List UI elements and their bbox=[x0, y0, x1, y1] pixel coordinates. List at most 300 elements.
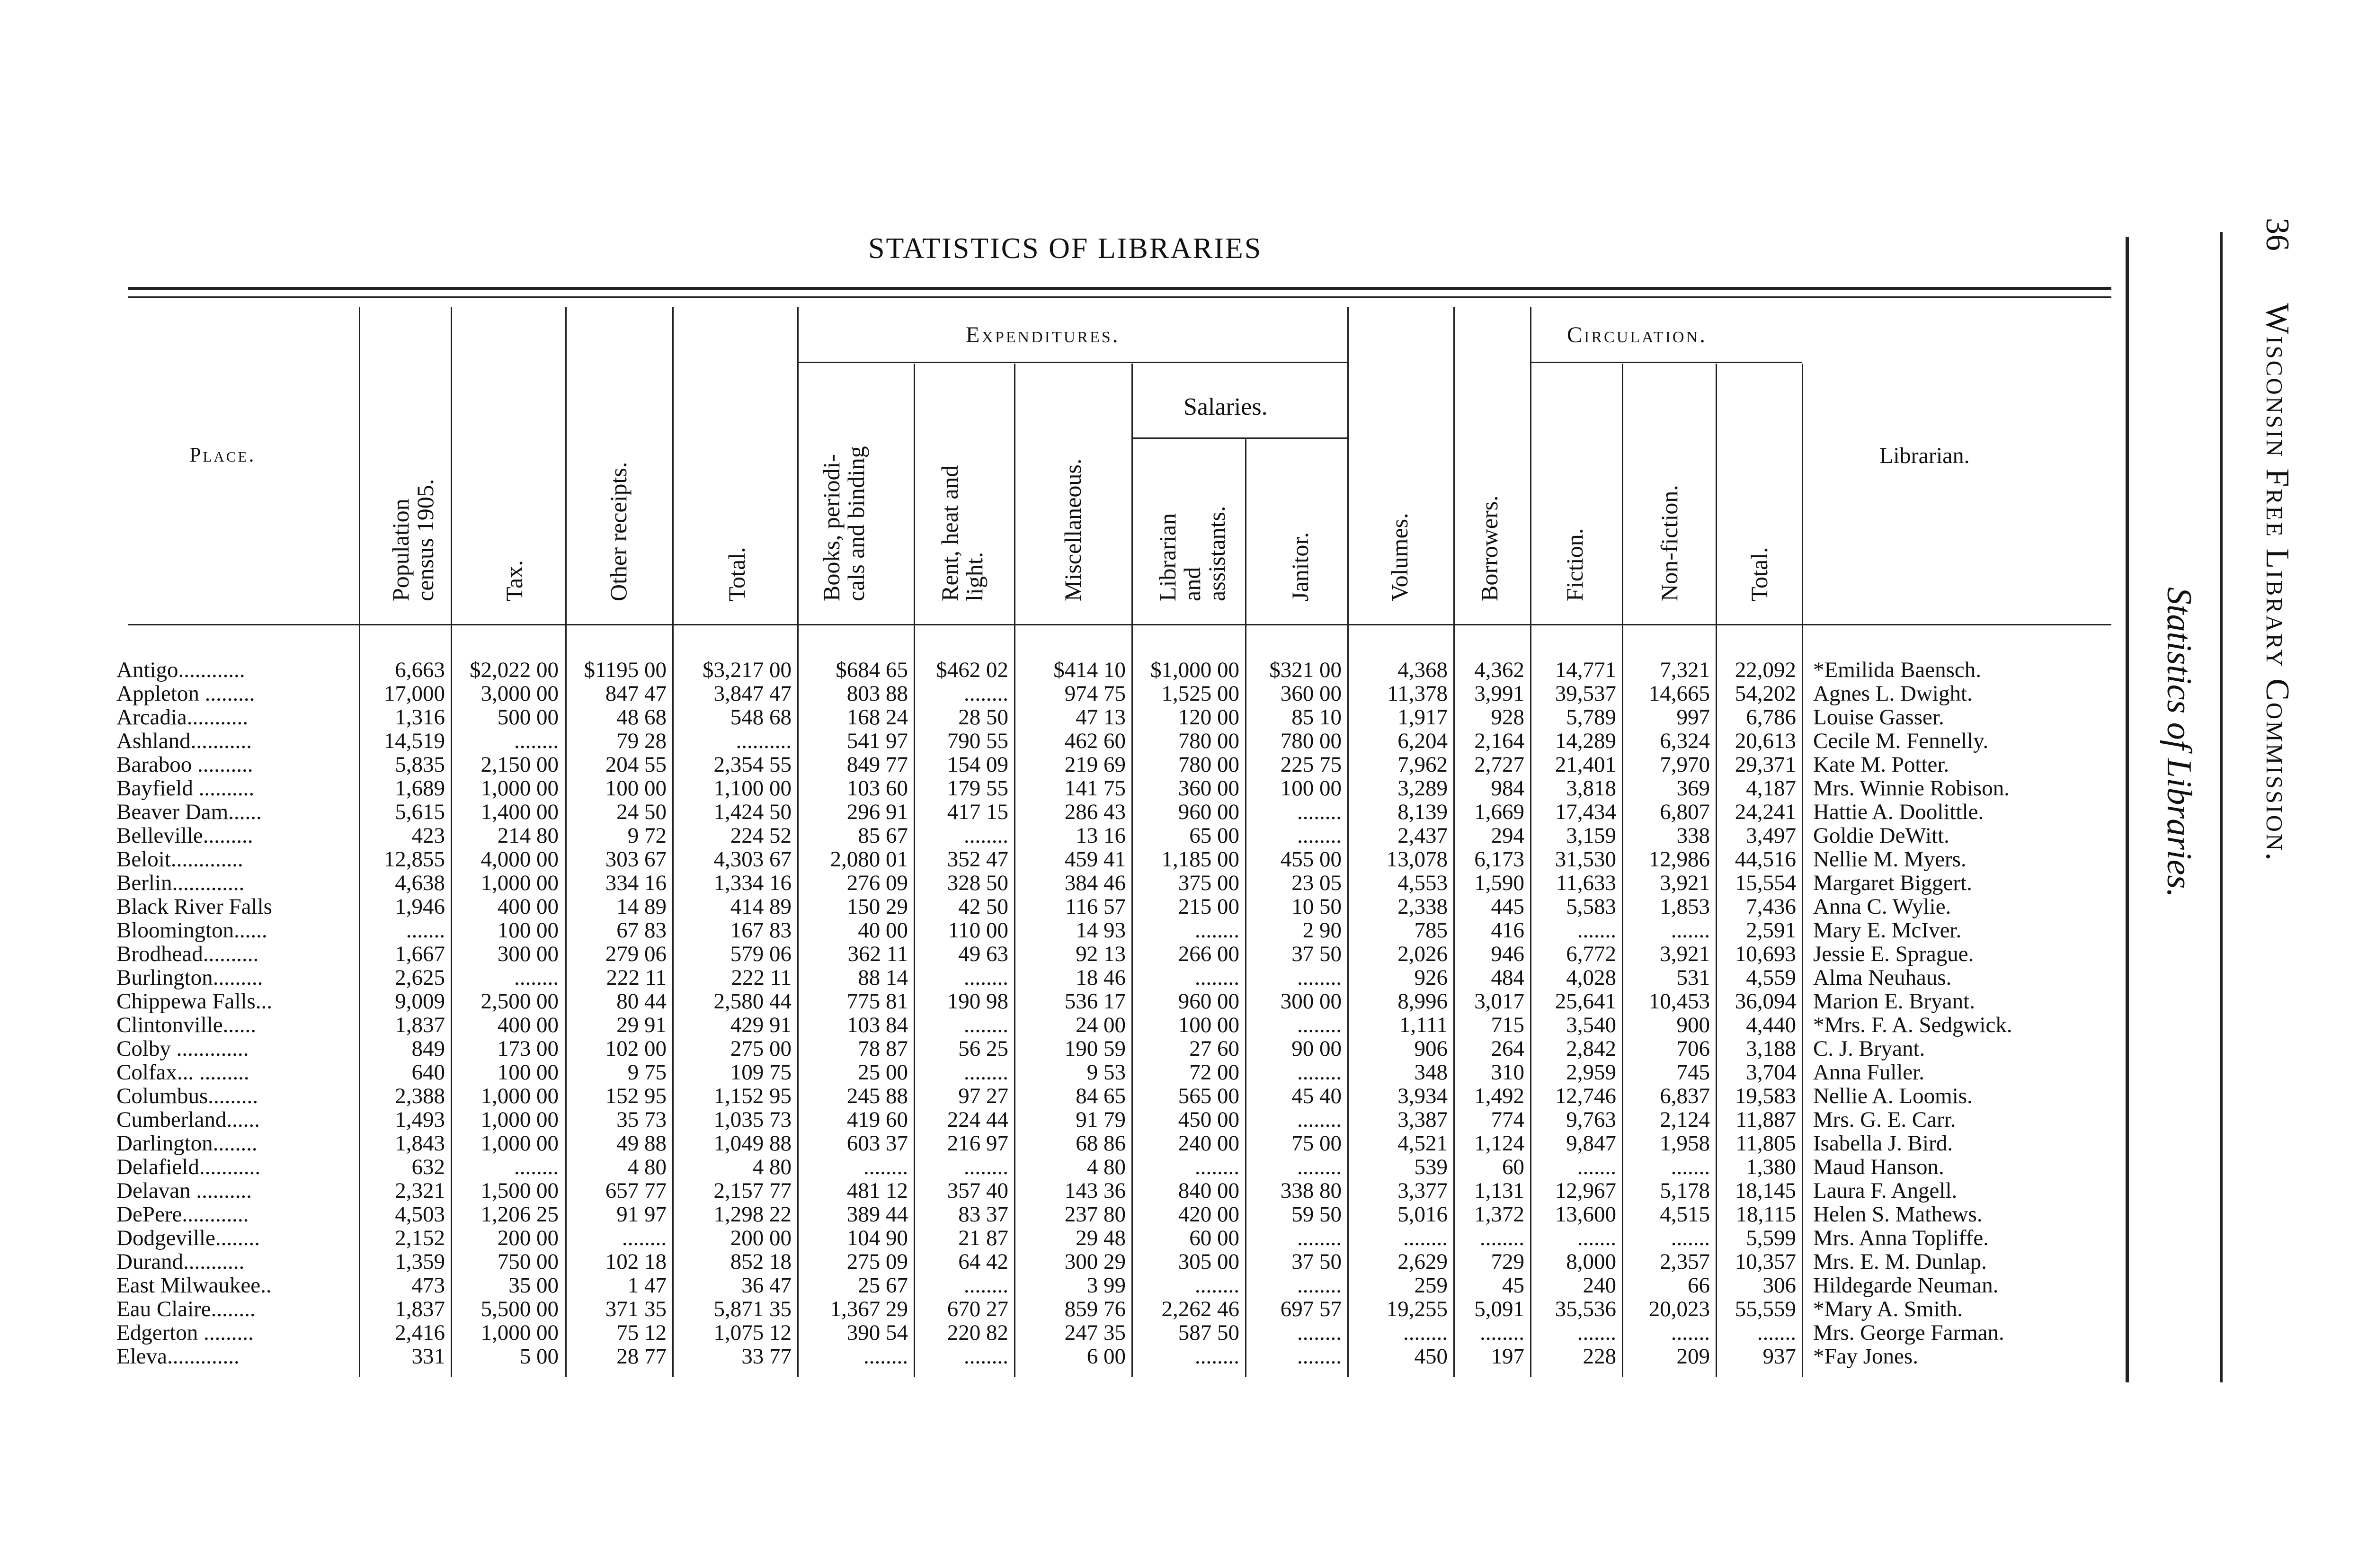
sidebar-rule bbox=[2126, 237, 2129, 1382]
circ-total-cell: 36,094 bbox=[1735, 989, 1796, 1014]
janitor-cell: ........ bbox=[1297, 1273, 1342, 1298]
circ-total-cell: 1,380 bbox=[1746, 1155, 1796, 1179]
books-cell: 276 09 bbox=[846, 871, 908, 895]
volumes-cell: 348 bbox=[1414, 1060, 1448, 1085]
salaries-rule bbox=[1131, 437, 1347, 439]
header-other-receipts: Other receipts. bbox=[605, 462, 632, 601]
header-tax: Tax. bbox=[501, 560, 527, 601]
misc-cell: 4 80 bbox=[1086, 1155, 1126, 1179]
table-body bbox=[0, 658, 2121, 1368]
misc-cell: 9 53 bbox=[1086, 1060, 1126, 1085]
circ-total-cell: 20,613 bbox=[1735, 729, 1796, 753]
population-cell: 1,689 bbox=[395, 776, 445, 801]
borrowers-cell: 6,173 bbox=[1474, 847, 1524, 872]
other-receipts-cell: 222 11 bbox=[606, 965, 667, 990]
place-cell: Colby ............. bbox=[116, 1036, 249, 1061]
borrowers-cell: 197 bbox=[1491, 1344, 1524, 1369]
misc-cell: 219 69 bbox=[1064, 752, 1126, 777]
volumes-cell: 2,026 bbox=[1397, 942, 1448, 966]
librarian-cell: Isabella J. Bird. bbox=[1813, 1131, 1953, 1156]
misc-cell: 459 41 bbox=[1064, 847, 1126, 872]
misc-cell: 141 75 bbox=[1064, 776, 1126, 801]
rent-cell: 97 27 bbox=[958, 1084, 1008, 1108]
librarian-salary-cell: ........ bbox=[1195, 1273, 1239, 1298]
borrowers-cell: 445 bbox=[1491, 894, 1524, 919]
total-cell: .......... bbox=[736, 729, 792, 753]
circ-total-cell: 11,805 bbox=[1735, 1131, 1796, 1156]
rent-cell: ........ bbox=[964, 1344, 1008, 1369]
other-receipts-cell: 28 77 bbox=[616, 1344, 667, 1369]
janitor-cell: 59 50 bbox=[1291, 1202, 1342, 1227]
nonfiction-cell: 4,515 bbox=[1660, 1202, 1710, 1227]
header-librarian: Librarian. bbox=[1879, 443, 1970, 468]
librarian-salary-cell: 375 00 bbox=[1178, 871, 1239, 895]
rent-cell: ........ bbox=[964, 823, 1008, 848]
borrowers-cell: 416 bbox=[1491, 918, 1524, 943]
tax-cell: ........ bbox=[514, 729, 559, 753]
rent-cell: 179 55 bbox=[947, 776, 1008, 801]
borrowers-cell: 310 bbox=[1491, 1060, 1524, 1085]
total-cell: 429 91 bbox=[730, 1013, 792, 1037]
librarian-salary-cell: 780 00 bbox=[1178, 752, 1239, 777]
table-row bbox=[0, 942, 2121, 966]
running-head bbox=[2258, 218, 2296, 863]
janitor-cell: ........ bbox=[1297, 1320, 1342, 1345]
rent-cell: 110 00 bbox=[948, 918, 1008, 943]
rent-cell: 216 97 bbox=[947, 1131, 1008, 1156]
place-cell: Berlin............. bbox=[116, 871, 245, 895]
volumes-cell: 450 bbox=[1414, 1344, 1448, 1369]
circ-total-cell: 10,357 bbox=[1735, 1249, 1796, 1274]
total-cell: 3,847 47 bbox=[713, 681, 792, 706]
total-cell: 4,303 67 bbox=[713, 847, 792, 872]
table-row bbox=[0, 753, 2121, 776]
population-cell: 1,837 bbox=[395, 1013, 445, 1037]
misc-cell: 13 16 bbox=[1076, 823, 1126, 848]
misc-cell: 859 76 bbox=[1064, 1297, 1126, 1321]
circ-total-cell: 29,371 bbox=[1735, 752, 1796, 777]
janitor-cell: 338 80 bbox=[1280, 1178, 1342, 1203]
books-cell: 85 67 bbox=[858, 823, 908, 848]
tax-cell: 500 00 bbox=[497, 705, 559, 730]
fiction-cell: ....... bbox=[1577, 1320, 1616, 1345]
nonfiction-cell: 531 bbox=[1676, 965, 1710, 990]
place-cell: Clintonville...... bbox=[116, 1013, 257, 1037]
librarian-salary-cell: $1,000 00 bbox=[1150, 658, 1239, 682]
total-cell: $3,217 00 bbox=[703, 658, 792, 682]
volumes-cell: 926 bbox=[1414, 965, 1448, 990]
side-section-title: Statistics of Libraries. bbox=[2160, 587, 2198, 898]
total-cell: 2,580 44 bbox=[713, 989, 792, 1014]
librarian-salary-cell: 266 00 bbox=[1178, 942, 1239, 966]
borrowers-cell: 294 bbox=[1491, 823, 1524, 848]
rent-cell: 21 87 bbox=[958, 1226, 1008, 1250]
janitor-cell: 23 05 bbox=[1291, 871, 1342, 895]
fiction-cell: ....... bbox=[1577, 1226, 1616, 1250]
total-cell: 1,075 12 bbox=[713, 1320, 792, 1345]
fiction-cell: 39,537 bbox=[1555, 681, 1616, 706]
nonfiction-cell: ....... bbox=[1671, 1155, 1710, 1179]
population-cell: 632 bbox=[411, 1155, 445, 1179]
librarian-cell: Goldie DeWitt. bbox=[1813, 823, 1949, 848]
books-cell: 775 81 bbox=[846, 989, 908, 1014]
header-bottom-rule bbox=[128, 624, 2111, 625]
rent-cell: $462 02 bbox=[936, 658, 1008, 682]
total-cell: 579 06 bbox=[730, 942, 792, 966]
books-cell: 481 12 bbox=[846, 1178, 908, 1203]
janitor-cell: 2 90 bbox=[1302, 918, 1342, 943]
population-cell: 14,519 bbox=[383, 729, 445, 753]
librarian-cell: Anna Fuller. bbox=[1813, 1060, 1924, 1085]
population-cell: 2,416 bbox=[395, 1320, 445, 1345]
tax-cell: 173 00 bbox=[497, 1036, 559, 1061]
librarian-salary-cell: ........ bbox=[1195, 965, 1239, 990]
janitor-cell: 45 40 bbox=[1291, 1084, 1342, 1108]
population-cell: 2,388 bbox=[395, 1084, 445, 1108]
table-row bbox=[0, 1179, 2121, 1203]
misc-cell: 190 59 bbox=[1064, 1036, 1126, 1061]
population-cell: 473 bbox=[411, 1273, 445, 1298]
fiction-cell: 13,600 bbox=[1555, 1202, 1616, 1227]
table-row bbox=[0, 800, 2121, 824]
circ-total-cell: 44,516 bbox=[1735, 847, 1796, 872]
place-cell: Eau Claire........ bbox=[116, 1297, 256, 1321]
borrowers-cell: 484 bbox=[1491, 965, 1524, 990]
other-receipts-cell: 91 97 bbox=[616, 1202, 667, 1227]
population-cell: ....... bbox=[406, 918, 445, 943]
rent-cell: 670 27 bbox=[947, 1297, 1008, 1321]
books-cell: 40 00 bbox=[858, 918, 908, 943]
books-cell: 390 54 bbox=[846, 1320, 908, 1345]
header-salaries: Salaries. bbox=[1184, 393, 1268, 420]
nonfiction-cell: 1,958 bbox=[1660, 1131, 1710, 1156]
tax-cell: ........ bbox=[514, 965, 559, 990]
other-receipts-cell: 1 47 bbox=[627, 1273, 667, 1298]
place-cell: Baraboo .......... bbox=[116, 752, 253, 777]
top-rule-thin bbox=[128, 296, 2111, 298]
volumes-cell: 8,996 bbox=[1397, 989, 1448, 1014]
nonfiction-cell: 209 bbox=[1676, 1344, 1710, 1369]
population-cell: 4,503 bbox=[395, 1202, 445, 1227]
tax-cell: 1,206 25 bbox=[481, 1202, 559, 1227]
librarian-salary-cell: ........ bbox=[1195, 1344, 1239, 1369]
volumes-cell: 539 bbox=[1414, 1155, 1448, 1179]
total-cell: 36 47 bbox=[741, 1273, 792, 1298]
fiction-cell: 9,847 bbox=[1566, 1131, 1616, 1156]
population-cell: 9,009 bbox=[395, 989, 445, 1014]
population-cell: 6,663 bbox=[395, 658, 445, 682]
volumes-cell: 906 bbox=[1414, 1036, 1448, 1061]
other-receipts-cell: 4 80 bbox=[627, 1155, 667, 1179]
table-row bbox=[0, 776, 2121, 800]
total-cell: 1,152 95 bbox=[713, 1084, 792, 1108]
rent-cell: ........ bbox=[964, 1273, 1008, 1298]
janitor-cell: 90 00 bbox=[1291, 1036, 1342, 1061]
table-row bbox=[0, 705, 2121, 729]
books-cell: 245 88 bbox=[846, 1084, 908, 1108]
nonfiction-cell: 6,807 bbox=[1660, 800, 1710, 824]
borrowers-cell: 984 bbox=[1491, 776, 1524, 801]
table-row bbox=[0, 1013, 2121, 1037]
place-cell: Brodhead.......... bbox=[116, 942, 259, 966]
tax-cell: 1,000 00 bbox=[481, 1084, 559, 1108]
books-cell: ........ bbox=[863, 1155, 908, 1179]
books-cell: 1,367 29 bbox=[830, 1297, 908, 1321]
table-row bbox=[0, 989, 2121, 1013]
population-cell: 2,152 bbox=[395, 1226, 445, 1250]
side-header: Wisconsin Free Library Commission. bbox=[2259, 303, 2296, 863]
nonfiction-cell: 7,970 bbox=[1660, 752, 1710, 777]
place-cell: Appleton ......... bbox=[116, 681, 255, 706]
other-receipts-cell: 80 44 bbox=[616, 989, 667, 1014]
place-cell: Burlington......... bbox=[116, 965, 263, 990]
nonfiction-cell: 12,986 bbox=[1648, 847, 1710, 872]
table-row bbox=[0, 1250, 2121, 1274]
other-receipts-cell: 29 91 bbox=[616, 1013, 667, 1037]
other-receipts-cell: $1195 00 bbox=[584, 658, 667, 682]
books-cell: 168 24 bbox=[846, 705, 908, 730]
circ-total-cell: 4,440 bbox=[1746, 1013, 1796, 1037]
librarian-salary-cell: 960 00 bbox=[1178, 989, 1239, 1014]
volumes-cell: 1,917 bbox=[1397, 705, 1448, 730]
librarian-salary-cell: 960 00 bbox=[1178, 800, 1239, 824]
librarian-cell: Alma Neuhaus. bbox=[1813, 965, 1952, 990]
misc-cell: 29 48 bbox=[1076, 1226, 1126, 1250]
borrowers-cell: 2,164 bbox=[1474, 729, 1524, 753]
rent-cell: ........ bbox=[964, 1060, 1008, 1085]
circ-total-cell: 22,092 bbox=[1735, 658, 1796, 682]
tax-cell: ........ bbox=[514, 1155, 559, 1179]
total-cell: 1,049 88 bbox=[713, 1131, 792, 1156]
total-cell: 200 00 bbox=[730, 1226, 792, 1250]
other-receipts-cell: 79 28 bbox=[616, 729, 667, 753]
total-cell: 2,157 77 bbox=[713, 1178, 792, 1203]
janitor-cell: 225 75 bbox=[1280, 752, 1342, 777]
population-cell: 1,843 bbox=[395, 1131, 445, 1156]
books-cell: ........ bbox=[863, 1344, 908, 1369]
borrowers-cell: 1,124 bbox=[1474, 1131, 1524, 1156]
janitor-cell: $321 00 bbox=[1269, 658, 1342, 682]
tax-cell: 214 80 bbox=[497, 823, 559, 848]
janitor-cell: ........ bbox=[1297, 1107, 1342, 1132]
borrowers-cell: 928 bbox=[1491, 705, 1524, 730]
header-librarian-assistants: Librarian and assistants. bbox=[1154, 506, 1230, 601]
nonfiction-cell: 6,324 bbox=[1660, 729, 1710, 753]
other-receipts-cell: 9 72 bbox=[627, 823, 667, 848]
misc-cell: 116 57 bbox=[1065, 894, 1126, 919]
borrowers-cell: ........ bbox=[1480, 1226, 1524, 1250]
fiction-cell: 240 bbox=[1583, 1273, 1616, 1298]
total-cell: 2,354 55 bbox=[713, 752, 792, 777]
borrowers-cell: 1,669 bbox=[1474, 800, 1524, 824]
books-cell: 103 60 bbox=[846, 776, 908, 801]
total-cell: 33 77 bbox=[741, 1344, 792, 1369]
header-expenditures: Expenditures. bbox=[966, 322, 1120, 347]
other-receipts-cell: 102 00 bbox=[605, 1036, 667, 1061]
table-row bbox=[0, 1345, 2121, 1368]
circ-total-cell: 306 bbox=[1762, 1273, 1796, 1298]
volumes-cell: 3,289 bbox=[1397, 776, 1448, 801]
tax-cell: 1,000 00 bbox=[481, 1320, 559, 1345]
librarian-salary-cell: 100 00 bbox=[1178, 1013, 1239, 1037]
librarian-salary-cell: 780 00 bbox=[1178, 729, 1239, 753]
header-books: Books, periodi- cals and binding bbox=[818, 446, 869, 601]
total-cell: 222 11 bbox=[731, 965, 792, 990]
tax-cell: 2,500 00 bbox=[481, 989, 559, 1014]
nonfiction-cell: 3,921 bbox=[1660, 942, 1710, 966]
sidebar-rule-outer bbox=[2220, 232, 2223, 1382]
header-misc: Miscellaneous. bbox=[1059, 458, 1086, 601]
table-row bbox=[0, 824, 2121, 847]
other-receipts-cell: 35 73 bbox=[616, 1107, 667, 1132]
table-row bbox=[0, 1037, 2121, 1060]
librarian-cell: Margaret Biggert. bbox=[1813, 871, 1972, 895]
tax-cell: 1,000 00 bbox=[481, 1131, 559, 1156]
table-row bbox=[0, 1226, 2121, 1250]
population-cell: 5,835 bbox=[395, 752, 445, 777]
misc-cell: 384 46 bbox=[1064, 871, 1126, 895]
nonfiction-cell: 10,453 bbox=[1648, 989, 1710, 1014]
rent-cell: ........ bbox=[964, 1155, 1008, 1179]
table-row bbox=[0, 1297, 2121, 1321]
fiction-cell: 2,959 bbox=[1566, 1060, 1616, 1085]
table-row bbox=[0, 1274, 2121, 1297]
place-cell: Ashland........... bbox=[116, 729, 252, 753]
books-cell: 104 90 bbox=[846, 1226, 908, 1250]
borrowers-cell: 1,372 bbox=[1474, 1202, 1524, 1227]
nonfiction-cell: 14,665 bbox=[1648, 681, 1710, 706]
misc-cell: 18 46 bbox=[1076, 965, 1126, 990]
volumes-cell: 2,338 bbox=[1397, 894, 1448, 919]
tax-cell: 750 00 bbox=[497, 1249, 559, 1274]
nonfiction-cell: 20,023 bbox=[1648, 1297, 1710, 1321]
tax-cell: 300 00 bbox=[497, 942, 559, 966]
books-cell: 25 67 bbox=[858, 1273, 908, 1298]
janitor-cell: 100 00 bbox=[1280, 776, 1342, 801]
other-receipts-cell: 24 50 bbox=[616, 800, 667, 824]
librarian-cell: *Emilida Baensch. bbox=[1813, 658, 1982, 682]
nonfiction-cell: 745 bbox=[1676, 1060, 1710, 1085]
circ-total-cell: 4,559 bbox=[1746, 965, 1796, 990]
place-cell: Bayfield .......... bbox=[116, 776, 255, 801]
librarian-cell: Louise Gasser. bbox=[1813, 705, 1944, 730]
librarian-cell: Maud Hanson. bbox=[1813, 1155, 1944, 1179]
janitor-cell: ........ bbox=[1297, 823, 1342, 848]
rent-cell: 83 37 bbox=[958, 1202, 1008, 1227]
borrowers-cell: 715 bbox=[1491, 1013, 1524, 1037]
borrowers-cell: 774 bbox=[1491, 1107, 1524, 1132]
fiction-cell: 12,967 bbox=[1555, 1178, 1616, 1203]
volumes-cell: 7,962 bbox=[1397, 752, 1448, 777]
other-receipts-cell: 371 35 bbox=[605, 1297, 667, 1321]
population-cell: 1,359 bbox=[395, 1249, 445, 1274]
misc-cell: 84 65 bbox=[1076, 1084, 1126, 1108]
nonfiction-cell: 2,357 bbox=[1660, 1249, 1710, 1274]
books-cell: 419 60 bbox=[846, 1107, 908, 1132]
janitor-cell: ........ bbox=[1297, 1226, 1342, 1250]
janitor-cell: 10 50 bbox=[1291, 894, 1342, 919]
nonfiction-cell: 706 bbox=[1676, 1036, 1710, 1061]
place-cell: Darlington........ bbox=[116, 1131, 258, 1156]
table-row bbox=[0, 1131, 2121, 1155]
volumes-cell: 13,078 bbox=[1386, 847, 1448, 872]
tax-cell: 1,500 00 bbox=[481, 1178, 559, 1203]
volumes-cell: 6,204 bbox=[1397, 729, 1448, 753]
librarian-salary-cell: ........ bbox=[1195, 918, 1239, 943]
header-circ-total: Total. bbox=[1746, 547, 1772, 601]
circ-total-cell: 18,115 bbox=[1735, 1202, 1796, 1227]
borrowers-cell: 5,091 bbox=[1474, 1297, 1524, 1321]
librarian-salary-cell: 360 00 bbox=[1178, 776, 1239, 801]
borrowers-cell: 1,492 bbox=[1474, 1084, 1524, 1108]
librarian-salary-cell: 565 00 bbox=[1178, 1084, 1239, 1108]
page-title: STATISTICS OF LIBRARIES bbox=[868, 232, 1263, 265]
circ-total-cell: 3,704 bbox=[1746, 1060, 1796, 1085]
fiction-cell: 3,818 bbox=[1566, 776, 1616, 801]
top-rule bbox=[128, 287, 2111, 290]
rent-cell: 790 55 bbox=[947, 729, 1008, 753]
misc-cell: 24 00 bbox=[1076, 1013, 1126, 1037]
circ-total-cell: 937 bbox=[1762, 1344, 1796, 1369]
population-cell: 1,837 bbox=[395, 1297, 445, 1321]
fiction-cell: ....... bbox=[1577, 918, 1616, 943]
librarian-cell: Kate M. Potter. bbox=[1813, 752, 1949, 777]
janitor-cell: 300 00 bbox=[1280, 989, 1342, 1014]
borrowers-cell: 1,590 bbox=[1474, 871, 1524, 895]
tax-cell: 2,150 00 bbox=[481, 752, 559, 777]
nonfiction-cell: 369 bbox=[1676, 776, 1710, 801]
misc-cell: 300 29 bbox=[1064, 1249, 1126, 1274]
circ-total-cell: 15,554 bbox=[1735, 871, 1796, 895]
nonfiction-cell: 2,124 bbox=[1660, 1107, 1710, 1132]
population-cell: 1,316 bbox=[395, 705, 445, 730]
janitor-cell: ........ bbox=[1297, 965, 1342, 990]
volumes-cell: 259 bbox=[1414, 1273, 1448, 1298]
rent-cell: 154 09 bbox=[947, 752, 1008, 777]
janitor-cell: 455 00 bbox=[1280, 847, 1342, 872]
other-receipts-cell: 657 77 bbox=[605, 1178, 667, 1203]
circ-total-cell: 5,599 bbox=[1746, 1226, 1796, 1250]
place-cell: Edgerton ......... bbox=[116, 1320, 254, 1345]
population-cell: 2,625 bbox=[395, 965, 445, 990]
other-receipts-cell: 102 18 bbox=[605, 1249, 667, 1274]
total-cell: 5,871 35 bbox=[713, 1297, 792, 1321]
misc-cell: 247 35 bbox=[1064, 1320, 1126, 1345]
librarian-cell: *Fay Jones. bbox=[1813, 1344, 1918, 1369]
total-cell: 548 68 bbox=[730, 705, 792, 730]
tax-cell: 1,000 00 bbox=[481, 1107, 559, 1132]
rent-cell: 190 98 bbox=[947, 989, 1008, 1014]
total-cell: 224 52 bbox=[730, 823, 792, 848]
nonfiction-cell: 6,837 bbox=[1660, 1084, 1710, 1108]
population-cell: 640 bbox=[411, 1060, 445, 1085]
header-volumes: Volumes. bbox=[1386, 513, 1413, 601]
fiction-cell: 14,771 bbox=[1555, 658, 1616, 682]
librarian-salary-cell: 72 00 bbox=[1189, 1060, 1239, 1085]
population-cell: 4,638 bbox=[395, 871, 445, 895]
borrowers-cell: 4,362 bbox=[1474, 658, 1524, 682]
books-cell: 362 11 bbox=[847, 942, 908, 966]
fiction-cell: 14,289 bbox=[1555, 729, 1616, 753]
header-nonfiction: Non-fiction. bbox=[1656, 485, 1682, 601]
place-cell: Colfax... ......... bbox=[116, 1060, 249, 1085]
nonfiction-cell: 900 bbox=[1676, 1013, 1710, 1037]
other-receipts-cell: 334 16 bbox=[605, 871, 667, 895]
librarian-salary-cell: 305 00 bbox=[1178, 1249, 1239, 1274]
janitor-cell: 85 10 bbox=[1291, 705, 1342, 730]
books-cell: 103 84 bbox=[846, 1013, 908, 1037]
other-receipts-cell: ........ bbox=[622, 1226, 667, 1250]
